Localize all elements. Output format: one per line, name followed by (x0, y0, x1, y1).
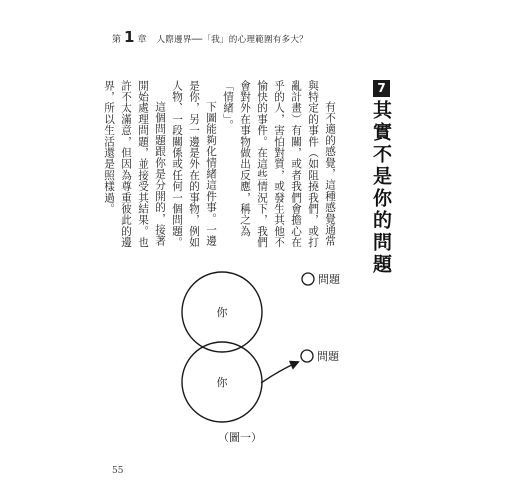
self-label-bottom: 你 (216, 376, 228, 389)
chapter-prefix: 第 (112, 35, 122, 45)
body-paragraph: 有不適的感覺，這種感覺通常與特定的事件（如阻撓我們，或打亂計畫）有關，或者我們會擔心在乎的人，害怕對質，或發生其他不愉快的事件。在這些情況下，我們會對外在事物做出反應，稱之為「情緒」。 (222, 80, 336, 248)
problem-circle-top (302, 273, 314, 285)
problem-label-top: 問題 (318, 273, 340, 286)
body-paragraph: 這個問題跟你是分開的，接著開始處理問題，並接受其結果。也許不太滿意，但因為尊重彼此的邊界，所以生活還是照樣過。 (103, 80, 166, 248)
section-title: 其實不是你的問題 (370, 100, 392, 276)
self-label-top: 你 (216, 306, 228, 319)
section-number-badge: 7 (373, 80, 390, 97)
problem-label-bottom: 問題 (317, 350, 339, 363)
page-number: 55 (112, 466, 124, 476)
problem-circle-bottom (301, 350, 313, 362)
chapter-title: 人際邊界──「我」的心理範圍有多大？ (156, 35, 308, 45)
figure-caption: （圖一） (218, 431, 262, 444)
chapter-number: 1 (124, 28, 135, 46)
arrow-to-problem (261, 362, 298, 383)
chapter-suffix: 章 (137, 35, 147, 45)
body-paragraph: 下圖能夠化情緒這件事。一邊是你，另一邊是外在的事物，例如人物、一段關係或任何一個問題。 (171, 80, 217, 248)
